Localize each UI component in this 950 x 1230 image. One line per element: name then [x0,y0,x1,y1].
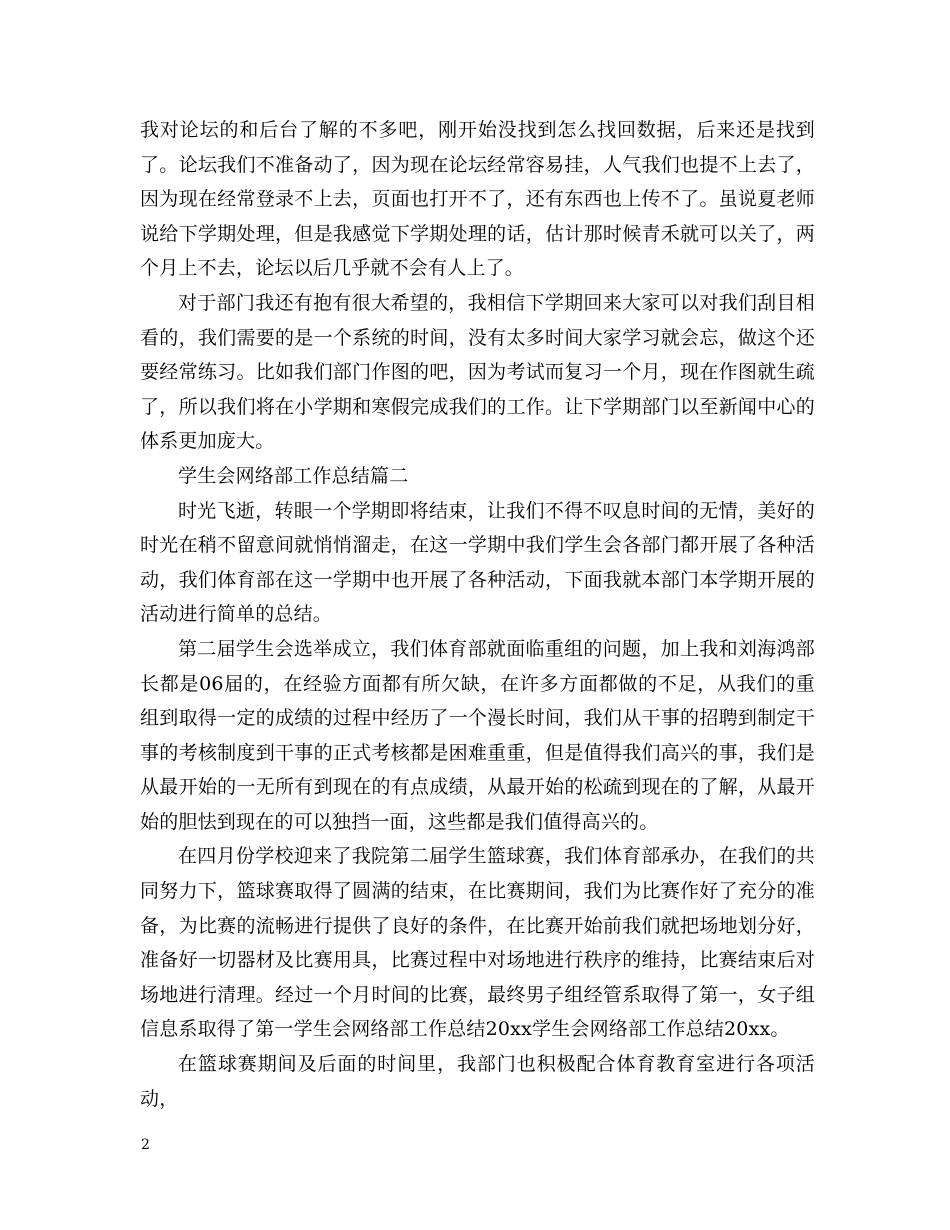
paragraph-semester-intro: 时光飞逝，转眼一个学期即将结束，让我们不得不叹息时间的无情，美好的时光在稍不留意间就悄悄溜走，在这一学期中我们学生会各部门都开展了各种活动，我们体育部在这一学期中也开展了各种活动，下面我就本部门本学期开展的活动进行简单的总结。 [140,499,815,626]
document-body [140,113,815,1116]
paragraph-continued-activities: 在篮球赛期间及后面的时间里，我部门也积极配合体育教育室进行各项活动， [140,1053,815,1110]
paragraph-basketball-tournament: 在四月份学校迎来了我院第二届学生篮球赛，我们体育部承办，在我们的共同努力下，篮球赛取得了圆满的结束，在比赛期间，我们为比赛作好了充分的准备，为比赛的流畅进行提供了良好的条件，在比赛开始前我们就把场地划分好，准备好一切器材及比赛用具，比赛过程中对场地进行秩序的维持，比赛结束后对场地进行清理。经过一个月时间的比赛，最终男子组经管系取得了第一，女子组信息系取得了第一学生会网络部工作总结20xx学生会网络部工作总结20xx。 [140,845,815,1041]
page-number: 2 [141,1137,150,1153]
paragraph-reorganization: 第二届学生会选举成立，我们体育部就面临重组的问题，加上我和刘海鸿部长都是06届的，在经验方面都有所欠缺，在许多方面都做的不足，从我们的重组到取得一定的成绩的过程中经历了一个漫长时间，我们从干事的招聘到制定干事的考核制度到干事的正式考核都是困难重重，但是值得我们高兴的事，我们是从最开始的一无所有到现在的有点成绩，从最开始的松疏到现在的了解，从最开始的胆怯到现在的可以独挡一面，这些都是我们值得高兴的。 [140,637,815,833]
section-heading: 学生会网络部工作总结篇二 [178,464,409,487]
paragraph-forum-backend: 我对论坛的和后台了解的不多吧，刚开始没找到怎么找回数据，后来还是找到了。论坛我们不准备动了，因为现在论坛经常容易挂，人气我们也提不上去了，因为现在经常登录不上去，页面也打开不了，还有东西也上传不了。虽说夏老师说给下学期处理，但是我感觉下学期处理的话，估计那时候青禾就可以关了，两个月上不去，论坛以后几乎就不会有人上了。 [140,119,815,280]
paragraph-department-hopes: 对于部门我还有抱有很大希望的，我相信下学期回来大家可以对我们刮目相看的，我们需要的是一个系统的时间，没有太多时间大家学习就会忘，做这个还要经常练习。比如我们部门作图的吧，因为考试而复习一个月，现在作图就生疏了，所以我们将在小学期和寒假完成我们的工作。让下学期部门以至新闻中心的体系更加庞大。 [140,291,815,453]
